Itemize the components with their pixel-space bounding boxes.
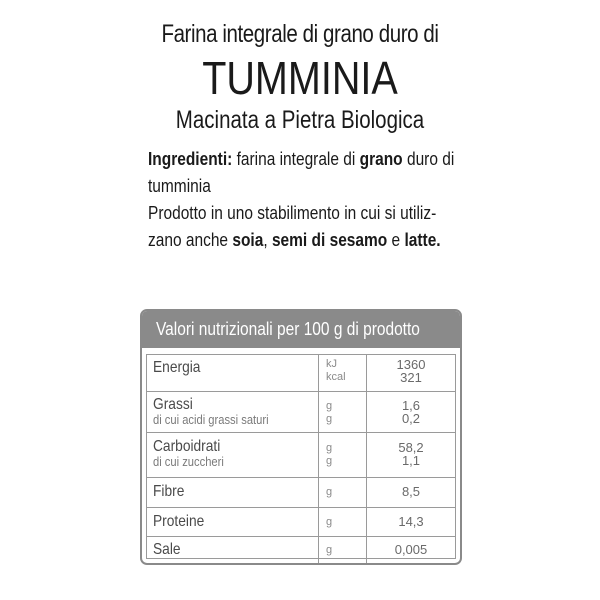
nutrient-value: 58,2 <box>398 440 424 455</box>
nutrition-table-title: Valori nutrizionali per 100 g di prodotto <box>156 319 420 339</box>
nutrient-value-cell <box>367 478 455 507</box>
nutrient-subname: di cui acidi grassi saturi <box>153 412 269 427</box>
product-header <box>0 18 600 136</box>
nutrient-value-cell <box>367 508 455 536</box>
nutrient-name-cell <box>147 508 319 536</box>
table-row <box>147 392 455 433</box>
allergen-note-line1: Prodotto in uno stabilimento in cui si utiliz- <box>148 203 437 223</box>
nutrient-name: Energia <box>153 359 201 376</box>
nutrition-table-body <box>146 354 456 559</box>
ingredients-text-2: duro di tumminia <box>148 149 455 196</box>
nutrient-value: 0,005 <box>394 542 428 557</box>
nutrient-name-cell <box>147 478 319 507</box>
ingredients-bold-grano: grano <box>359 149 403 169</box>
table-row <box>147 433 455 478</box>
nutrient-unit: g <box>326 516 333 528</box>
nutrient-name-cell <box>147 433 319 477</box>
nutrient-unit-cell <box>319 433 367 477</box>
nutrient-value-2: 321 <box>400 370 422 385</box>
ingredients-text: farina integrale di <box>232 149 360 169</box>
nutrient-unit: g <box>326 544 333 556</box>
allergen-latte: latte. <box>404 230 441 250</box>
nutrient-value-cell <box>367 433 455 477</box>
product-type-line: Farina integrale di grano duro di <box>161 20 439 48</box>
nutrient-value-2: 0,2 <box>401 411 421 426</box>
nutrient-name: Grassi <box>153 396 193 413</box>
nutrient-name-cell <box>147 355 319 391</box>
nutrient-unit: g <box>326 400 333 412</box>
table-row <box>147 537 455 563</box>
nutrient-subname: di cui zuccheri <box>153 454 224 469</box>
nutrient-name: Fibre <box>153 483 185 500</box>
nutrition-table-header <box>142 311 460 348</box>
table-row <box>147 508 455 537</box>
nutrient-unit: g <box>326 486 333 498</box>
nutrient-unit-2: kcal <box>326 371 346 383</box>
nutrient-name: Proteine <box>153 513 205 530</box>
ingredients-block <box>148 146 488 254</box>
nutrient-name-cell <box>147 392 319 432</box>
nutrient-unit-cell <box>319 392 367 432</box>
product-title: TUMMINIA <box>202 52 398 104</box>
allergen-sep: , <box>263 230 272 250</box>
allergen-sesamo: semi di sesamo <box>271 230 388 250</box>
product-subtitle: Macinata a Pietra Biologica <box>175 106 425 134</box>
ingredients-label: Ingredienti: <box>148 149 233 169</box>
nutrient-value-2: 1,1 <box>401 453 421 468</box>
nutrient-value: 1,6 <box>401 398 421 413</box>
nutrient-unit-2: g <box>326 413 333 425</box>
allergen-note-line2: zano anche <box>148 230 233 250</box>
nutrient-unit-cell <box>319 537 367 563</box>
table-row <box>147 478 455 508</box>
allergen-soia: soia <box>232 230 264 250</box>
nutrient-unit: kJ <box>326 358 337 370</box>
nutrient-value-cell <box>367 537 455 563</box>
nutrition-table <box>140 309 462 565</box>
nutrient-unit-2: g <box>326 455 333 467</box>
nutrient-name: Sale <box>153 541 181 558</box>
allergen-and: e <box>387 230 405 250</box>
nutrient-value-cell <box>367 392 455 432</box>
nutrient-value-cell <box>367 355 455 391</box>
nutrient-value: 14,3 <box>398 514 424 529</box>
table-row <box>147 355 455 392</box>
nutrient-name-cell <box>147 537 319 563</box>
nutrient-unit: g <box>326 442 333 454</box>
nutrient-unit-cell <box>319 508 367 536</box>
nutrient-value: 8,5 <box>401 484 421 499</box>
nutrient-unit-cell <box>319 355 367 391</box>
nutrient-unit-cell <box>319 478 367 507</box>
nutrient-name: Carboidrati <box>153 438 221 455</box>
nutrient-value: 1360 <box>396 357 426 372</box>
